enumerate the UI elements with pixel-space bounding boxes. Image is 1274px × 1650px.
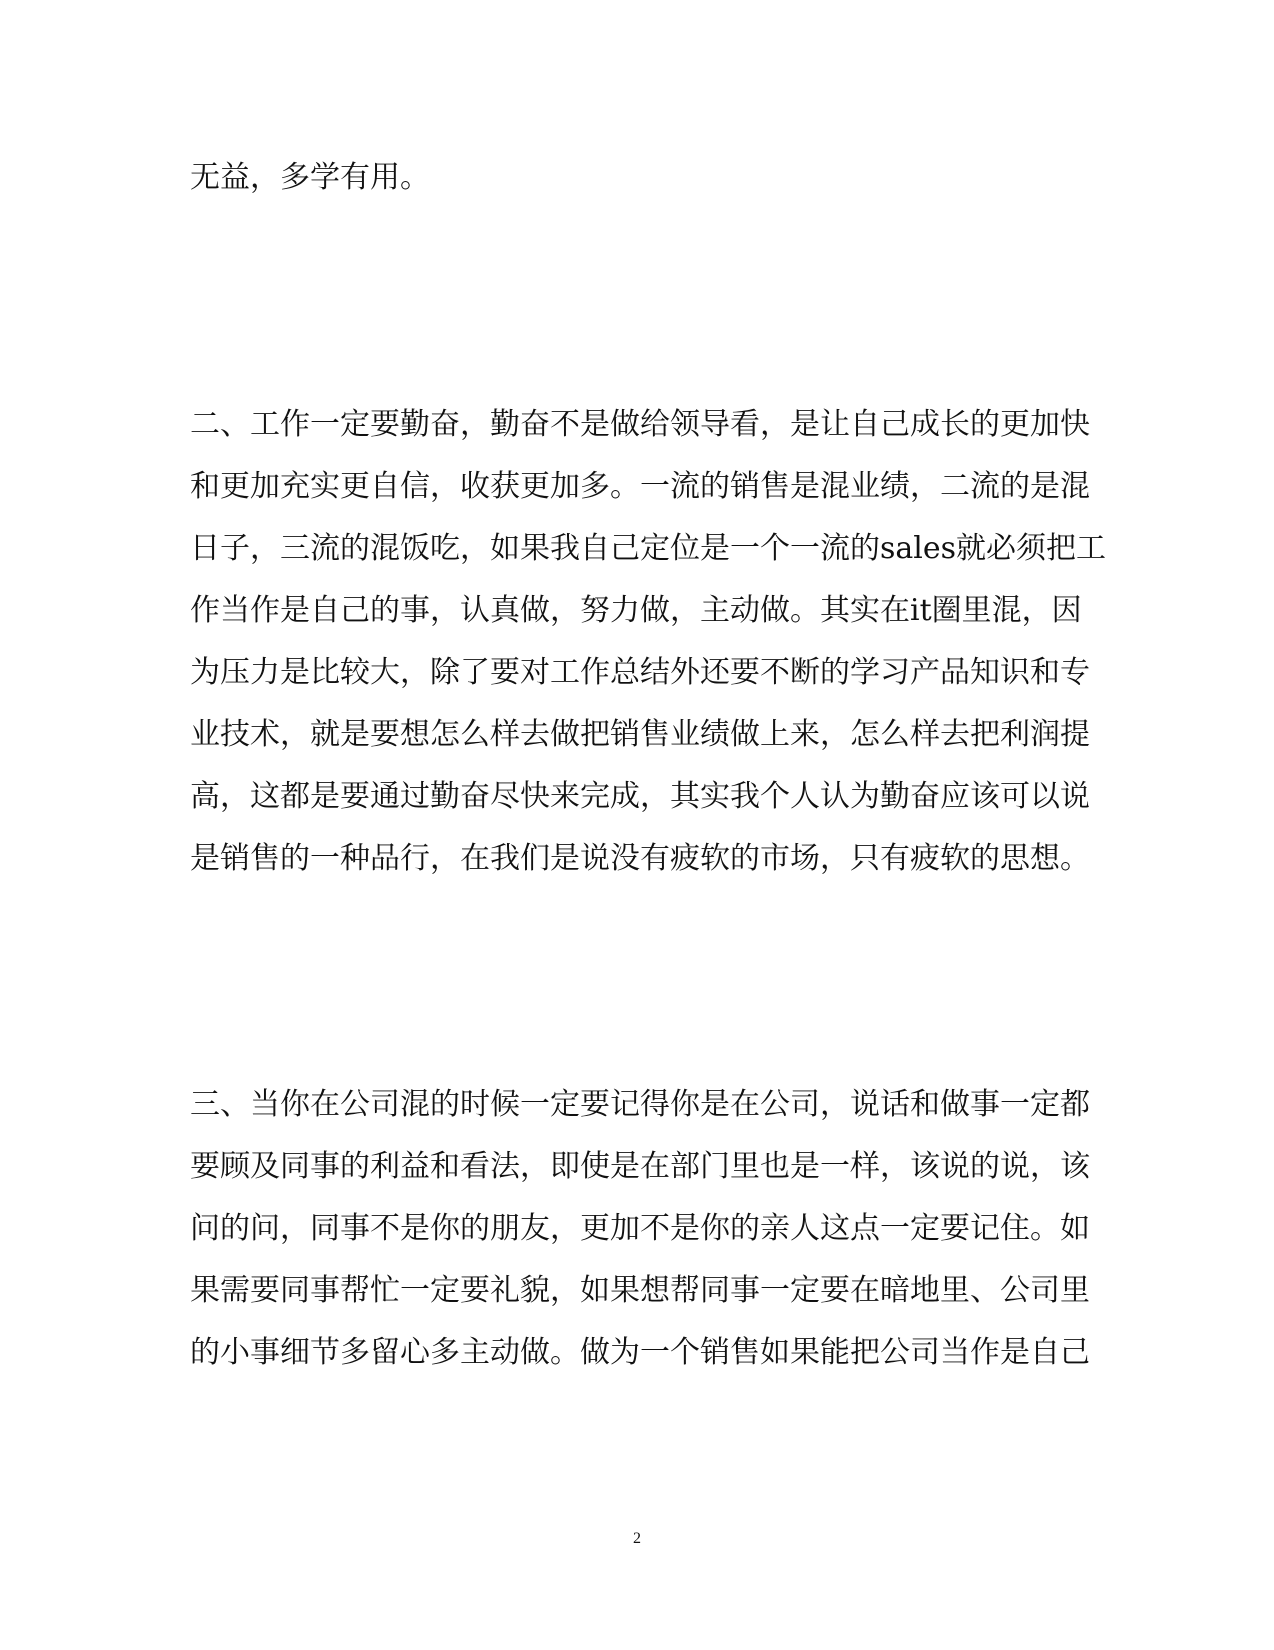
page-number: 2 [633, 1530, 641, 1547]
paragraph-3-line-4: 果需要同事帮忙一定要礼貌，如果想帮同事一定要在暗地里、公司里 [190, 1273, 1090, 1308]
paragraph-2-line-5: 为压力是比较大，除了要对工作总结外还要不断的学习产品知识和专 [190, 655, 1090, 690]
paragraph-3-line-5: 的小事细节多留心多主动做。做为一个销售如果能把公司当作是自己 [190, 1335, 1090, 1370]
paragraph-3-line-1: 三、当你在公司混的时候一定要记得你是在公司，说话和做事一定都 [190, 1087, 1090, 1122]
paragraph-2-line-2: 和更加充实更自信，收获更加多。一流的销售是混业绩，二流的是混 [190, 469, 1090, 504]
paragraph-1-line-1: 无益，多学有用。 [190, 160, 430, 195]
paragraph-2-line-8: 是销售的一种品行，在我们是说没有疲软的市场，只有疲软的思想。 [190, 841, 1090, 876]
paragraph-2-line-7: 高，这都是要通过勤奋尽快来完成，其实我个人认为勤奋应该可以说 [190, 779, 1090, 814]
paragraph-3-line-2: 要顾及同事的利益和看法，即使是在部门里也是一样，该说的说，该 [190, 1149, 1090, 1184]
paragraph-2-line-6: 业技术，就是要想怎么样去做把销售业绩做上来，怎么样去把利润提 [190, 717, 1090, 752]
paragraph-3-line-3: 问的问，同事不是你的朋友，更加不是你的亲人这点一定要记住。如 [190, 1211, 1090, 1246]
paragraph-2-line-4: 作当作是自己的事，认真做，努力做，主动做。其实在it圈里混，因 [190, 593, 1082, 628]
paragraph-2-line-1: 二、工作一定要勤奋，勤奋不是做给领导看，是让自己成长的更加快 [190, 407, 1090, 442]
paragraph-2-line-3: 日子，三流的混饭吃，如果我自己定位是一个一流的sales就必须把工 [190, 531, 1107, 566]
